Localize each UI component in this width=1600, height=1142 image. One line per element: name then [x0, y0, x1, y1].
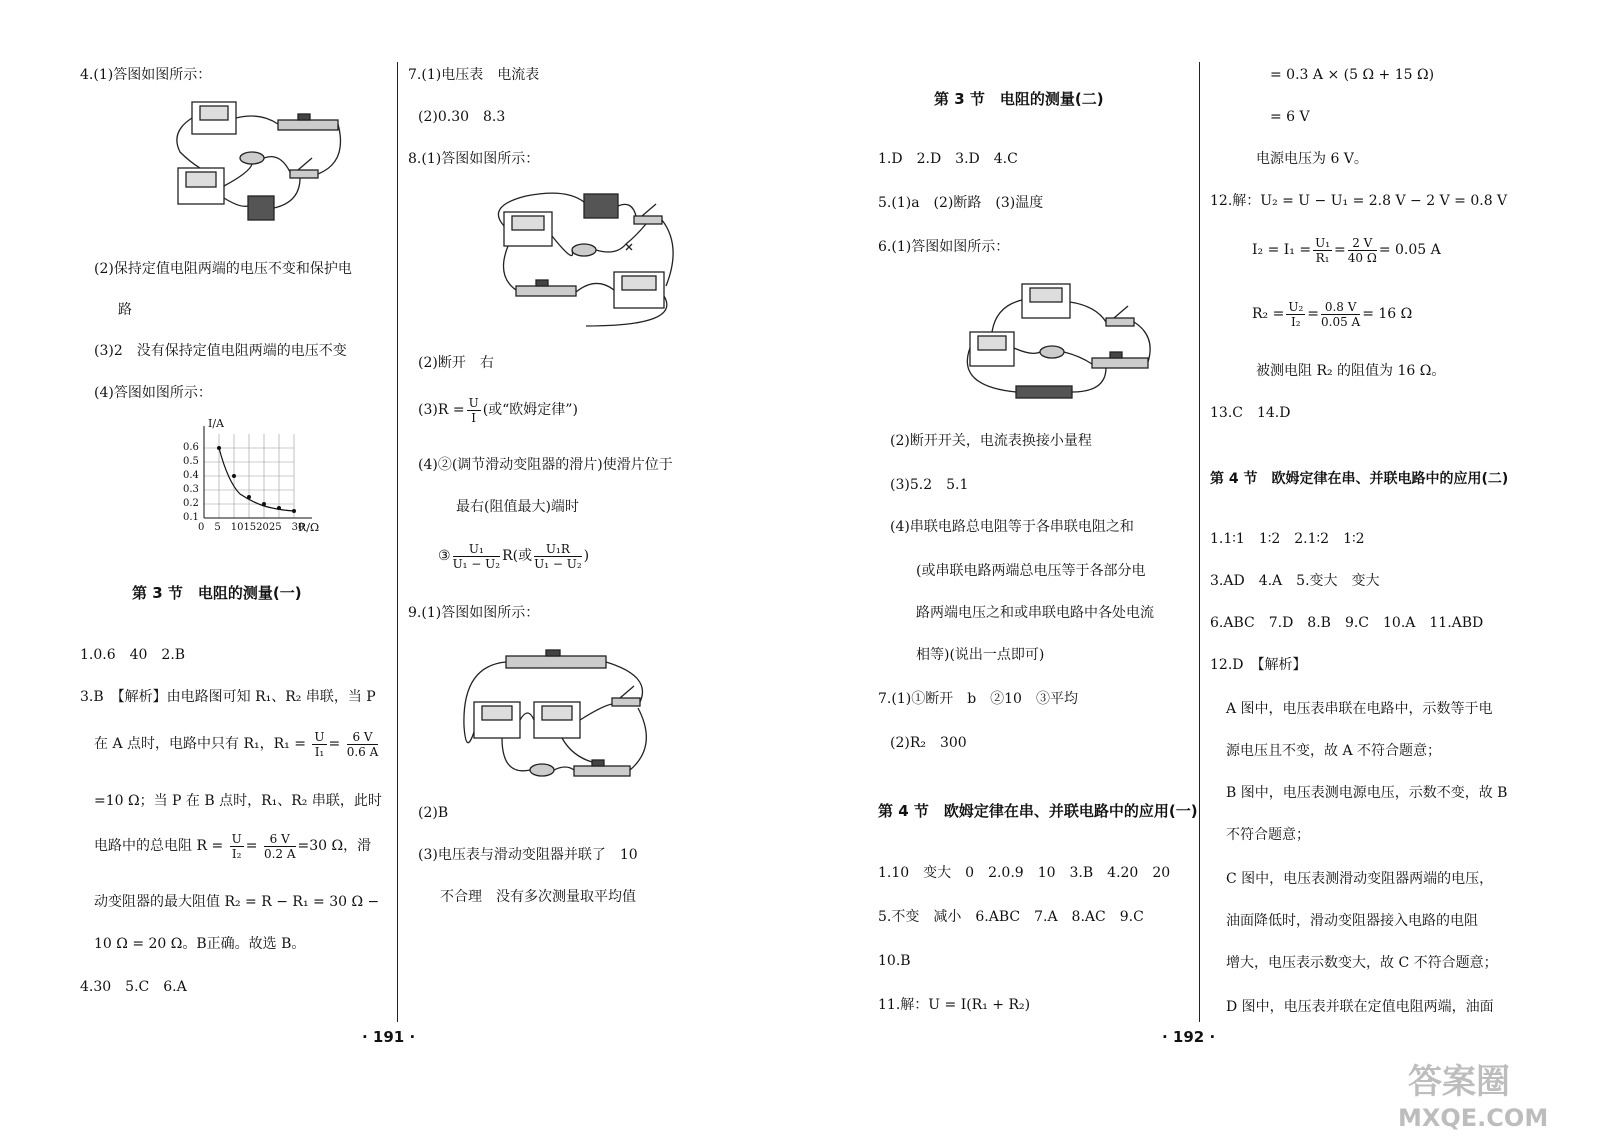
- page-number-left: · 191 ·: [362, 1028, 416, 1046]
- q9-3b: 不合理 没有多次测量取平均值: [440, 889, 636, 905]
- c4-e2: 源电压且不变，故 A 不符合题意；: [1226, 743, 1442, 759]
- c3-a6-4b: (或串联电路两端总电压等于各部分电: [916, 563, 1146, 579]
- a1: 1.0.6 40 2.B: [80, 647, 186, 663]
- c3-a6-2: (2)断开开关，电流表换接小量程: [890, 433, 1092, 449]
- q8-2: (2)断开 右: [418, 355, 494, 371]
- c4-c12b: I₂ = I₁ = $\frac{\text{U₁}}{\text{R₁}}$ = $\frac{2 V}{40 \Omega}$ = 0.05 A: [1252, 235, 1441, 265]
- c4-c12d: 被测电阻 R₂ 的阻值为 16 Ω。: [1256, 363, 1446, 379]
- page-number-right: · 192 ·: [1162, 1028, 1216, 1046]
- circuit-figure-8: [486, 186, 686, 336]
- q4-3: (3)2 没有保持定值电阻两端的电压不变: [94, 343, 347, 359]
- q8-4a: (4)②(调节滑动变阻器的滑片)使滑片位于: [418, 457, 673, 473]
- q8-4b: 最右(阻值最大)端时: [456, 499, 579, 515]
- section-title-3-1: 第 3 节 电阻的测量(一): [132, 584, 302, 602]
- c4-c12a: 12.解：U₂ = U − U₁ = 2.8 V − 2 V = 0.8 V: [1210, 193, 1508, 209]
- c4-e6: 油面降低时，滑动变阻器接入电路的电阻: [1226, 913, 1478, 929]
- c3-b5: 5.不变 减小 6.ABC 7.A 8.AC 9.C: [878, 909, 1144, 925]
- circuit-figure-9: [462, 646, 662, 796]
- q4-1: 4.(1)答图如图所示：: [80, 67, 212, 83]
- q9-3a: (3)电压表与滑动变阻器并联了 10: [418, 847, 638, 863]
- c3-a6-4d: 相等)(说出一点即可): [916, 647, 1045, 663]
- circuit-figure-6: [956, 276, 1166, 416]
- watermark-url: MXQE.COM: [1398, 1104, 1549, 1132]
- c3-b11: 11.解：U = I(R₁ + R₂): [878, 997, 1031, 1013]
- c3-a6-1: 6.(1)答图如图所示：: [878, 239, 1010, 255]
- section-title-4-1: 第 4 节 欧姆定律在串、并联电路中的应用(一): [878, 802, 1198, 820]
- c3-a6-4a: (4)串联电路总电阻等于各串联电阻之和: [890, 519, 1134, 535]
- c3-a6-3: (3)5.2 5.1: [890, 477, 969, 493]
- divider-left: [397, 62, 398, 1022]
- q7-1: 7.(1)电压表 电流表: [408, 67, 540, 83]
- c4-e3: B 图中，电压表测电源电压，示数不变，故 B: [1226, 785, 1508, 801]
- a3e: 动变阻器的最大阻值 R₂ = R − R₁ = 30 Ω −: [94, 894, 380, 910]
- c3-b10: 10.B: [878, 953, 911, 969]
- c3-b1: 1.10 变大 0 2.0.9 10 3.B 4.20 20: [878, 865, 1171, 881]
- i-r-graph: [180, 418, 330, 538]
- q8-4c: ③ $\frac{\text{U₁}}{\text{U₁ − U₂}}$ R(或 $\frac{\text{U₁R}}{\text{U₁ − U₂}}$ ): [438, 541, 590, 571]
- graph-ylabel: I/A: [208, 417, 224, 430]
- c4-c3: 电源电压为 6 V。: [1256, 151, 1368, 167]
- graph-ytick-2: 0.5: [183, 456, 199, 467]
- c3-a1: 1.D 2.D 3.D 4.C: [878, 151, 1018, 167]
- c4-d6: 6.ABC 7.D 8.B 9.C 10.A 11.ABD: [1210, 615, 1484, 631]
- c4-d12: 12.D 【解析】: [1210, 657, 1307, 673]
- q8-1: 8.(1)答图如图所示：: [408, 151, 540, 167]
- section-title-3-2: 第 3 节 电阻的测量(二): [934, 90, 1104, 108]
- graph-xlabel: R/Ω: [298, 521, 320, 534]
- a3b: 在 A 点时，电路中只有 R₁，R₁ = $\frac{U}{\text{I₁}}$ = $\frac{6 V}{0.6 A}$: [94, 729, 379, 759]
- q8-3: (3)R = $\frac{U}{I}$ (或“欧姆定律”): [418, 395, 578, 425]
- c4-d3: 3.AD 4.A 5.变大 变大: [1210, 573, 1380, 589]
- c4-c13: 13.C 14.D: [1210, 405, 1291, 421]
- graph-ytick-5: 0.2: [183, 498, 199, 509]
- c4-e7: 增大，电压表示数变大，故 C 不符合题意；: [1226, 955, 1498, 971]
- c4-c12c: R₂ = $\frac{\text{U₂}}{\text{I₂}}$ = $\frac{0.8 V}{0.05 A}$ = 16 Ω: [1252, 299, 1413, 329]
- c3-a5: 5.(1)a (2)断路 (3)温度: [878, 195, 1044, 211]
- graph-ytick-1: 0.6: [183, 442, 199, 453]
- a3a: 3.B 【解析】由电路图可知 R₁、R₂ 串联，当 P: [80, 689, 376, 705]
- q4-4: (4)答图如图所示：: [94, 385, 212, 401]
- divider-right: [1199, 62, 1200, 1022]
- q4-2a: (2)保持定值电阻两端的电压不变和保护电: [94, 261, 352, 277]
- c3-a7-1: 7.(1)①断开 b ②10 ③平均: [878, 691, 1078, 707]
- q9-2: (2)B: [418, 805, 449, 821]
- watermark-logo: 答案圈: [1408, 1062, 1510, 1102]
- q9-1: 9.(1)答图如图所示：: [408, 605, 540, 621]
- graph-ytick-6: 0.1: [183, 512, 199, 523]
- a4: 4.30 5.C 6.A: [80, 979, 187, 995]
- c4-d1: 1.1∶1 1∶2 2.1∶2 1∶2: [1210, 531, 1365, 547]
- c4-c1: = 0.3 A × (5 Ω + 15 Ω): [1270, 67, 1435, 83]
- c4-e4: 不符合题意；: [1226, 827, 1310, 843]
- c4-c2: = 6 V: [1270, 109, 1310, 125]
- q7-2: (2)0.30 8.3: [418, 109, 506, 125]
- c4-e1: A 图中，电压表串联在电路中，示数等于电: [1226, 701, 1493, 717]
- a3c: =10 Ω；当 P 在 B 点时，R₁、R₂ 串联，此时: [94, 793, 382, 809]
- a3f: 10 Ω = 20 Ω。B正确。故选 B。: [94, 936, 306, 952]
- graph-xticks: 0 5 10152025 30: [198, 522, 305, 533]
- q4-2b: 路: [118, 302, 132, 318]
- c3-a6-4c: 路两端电压之和或串联电路中各处电流: [916, 605, 1154, 621]
- c4-e8: D 图中，电压表并联在定值电阻两端，油面: [1226, 999, 1494, 1015]
- c4-e5: C 图中，电压表测滑动变阻器两端的电压，: [1226, 871, 1494, 887]
- circuit-figure-4: [160, 92, 350, 232]
- graph-ytick-3: 0.4: [183, 470, 199, 481]
- c3-a7-2: (2)R₂ 300: [890, 735, 967, 751]
- section-title-4-2: 第 4 节 欧姆定律在串、并联电路中的应用(二): [1210, 471, 1509, 487]
- a3d: 电路中的总电阻 R = $\frac{U}{\text{I₂}}$ = $\frac{6 V}{0.2 A}$ =30 Ω，滑: [94, 831, 372, 861]
- graph-ytick-4: 0.3: [183, 484, 199, 495]
